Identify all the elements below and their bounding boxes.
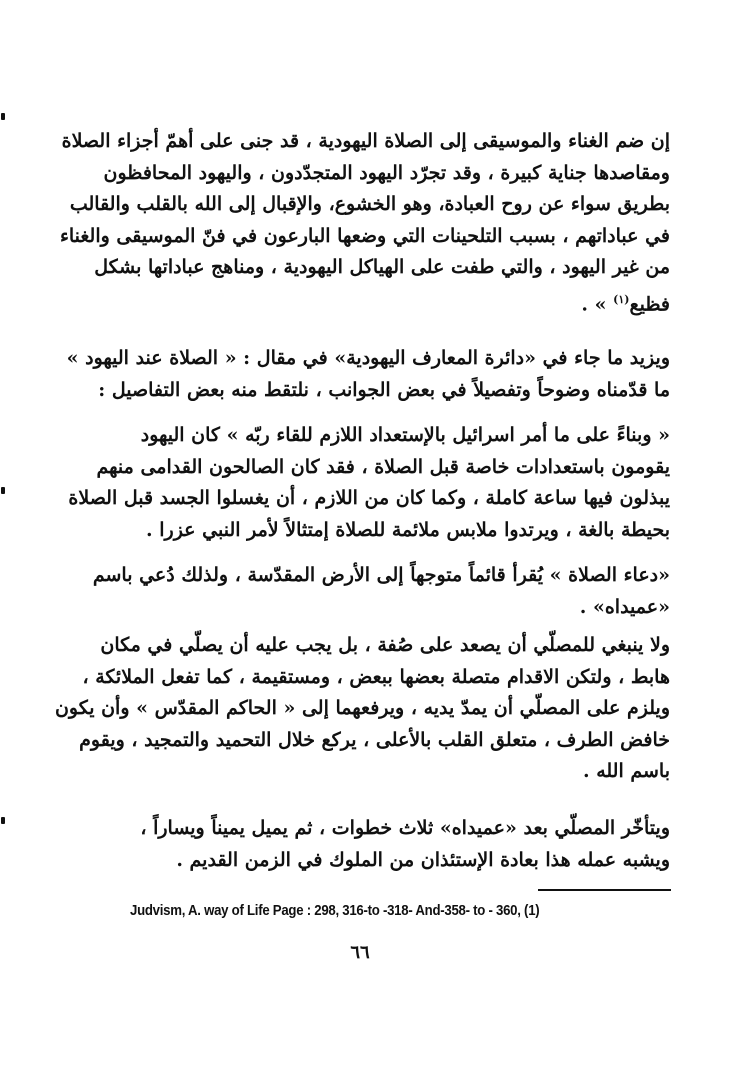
text-line: في عباداتهم ، بسبب التلحينات التي وضعها البارعون في فنّ الموسيقى والغناء xyxy=(59,224,670,247)
text-line: من غير اليهود ، والتي طفت على الهياكل اليهودية ، ومناهج عباداتها بشكل xyxy=(94,256,670,278)
text-line: هابط ، ولتكن الاقدام متصلة بعضها ببعض ، ومستقيمة ، كما تفعل الملائكة ، xyxy=(82,665,670,688)
paragraph-2 xyxy=(66,343,670,406)
text-fragment: فظيع xyxy=(629,292,670,315)
paragraph-1 xyxy=(59,126,670,320)
paragraph-4 xyxy=(80,560,670,623)
text-line: خافض الطرف ، متعلق القلب بالأعلى ، يركع خلال التحميد والتمجيد ، ويقوم xyxy=(79,728,670,751)
text-line: باسم الله . xyxy=(582,760,670,782)
footnote-separator xyxy=(538,889,671,891)
margin-mark xyxy=(1,817,5,824)
text-fragment: » . xyxy=(581,292,614,315)
text-line: ويشبه عمله هذا بعادة الإستئذان من الملوك في الزمن القديم . xyxy=(176,848,670,871)
paragraph-3 xyxy=(68,420,670,546)
text-line: إن ضم الغناء والموسيقى إلى الصلاة اليهودية ، قد جنى على أهمّ أجزاء الصلاة xyxy=(61,130,670,152)
margin-mark xyxy=(1,113,5,120)
text-line: ما قدّمناه وضوحاً وتفصيلاً في بعض الجوانب ، نلتقط منه بعض التفاصيل : xyxy=(98,378,670,401)
text-line: ويزيد ما جاء في «دائرة المعارف اليهودية» في مقال : « الصلاة عند اليهود » xyxy=(66,347,670,369)
text-line: «دعاء الصلاة » يُقرأ قائماً متوجهاً إلى الأرض المقدّسة ، ولذلك دُعي باسم xyxy=(92,564,670,586)
text-line: يبذلون فيها ساعة كاملة ، وكما كان من اللازم ، أن يغسلوا الجسد قبل الصلاة xyxy=(68,487,670,509)
text-line: ويلزم على المصلّي أن يمدّ يديه ، ويرفعهما إلى « الحاكم المقدّس » وأن يكون xyxy=(54,697,670,719)
text-line: ولا ينبغي للمصلّي أن يصعد على صُفة ، بل يجب عليه أن يصلّي في مكان xyxy=(100,634,670,656)
paragraph-6 xyxy=(80,813,670,876)
text-line: ومقاصدها جناية كبيرة ، وقد تجرّد اليهود المتجدّدون ، واليهود المحافظون xyxy=(103,161,670,184)
text-line: «عميداه» . xyxy=(579,595,670,618)
text-line: بحيطة بالغة ، ويرتدوا ملابس ملائمة للصلاة إمتثالاً لأمر النبي عزرا . xyxy=(146,518,670,541)
page-number: ٦٦ xyxy=(350,942,370,963)
paragraph-5 xyxy=(54,630,670,788)
text-line: « وبناءً على ما أمر اسرائيل بالإستعداد اللازم للقاء ربّه » كان اليهود xyxy=(140,424,670,446)
text-line-last xyxy=(80,284,670,321)
margin-mark xyxy=(1,487,5,494)
text-line: ويتأخّر المصلّي بعد «عميداه» ثلاث خطوات ، ثم يميل يميناً ويساراً ، xyxy=(140,817,670,839)
footnote-marker: (١) xyxy=(613,292,630,306)
text-line: بطريق سواء عن روح العبادة، وهو الخشوع، والإقبال إلى الله بالقلب والقالب xyxy=(69,193,670,215)
footnote: Judvism, A. way of Life Page : 298, 316-to -318- And-358- to - 360, (1) xyxy=(130,902,540,919)
text-line: يقومون باستعدادات خاصة قبل الصلاة ، فقد كان الصالحون القدامى منهم xyxy=(96,455,670,478)
